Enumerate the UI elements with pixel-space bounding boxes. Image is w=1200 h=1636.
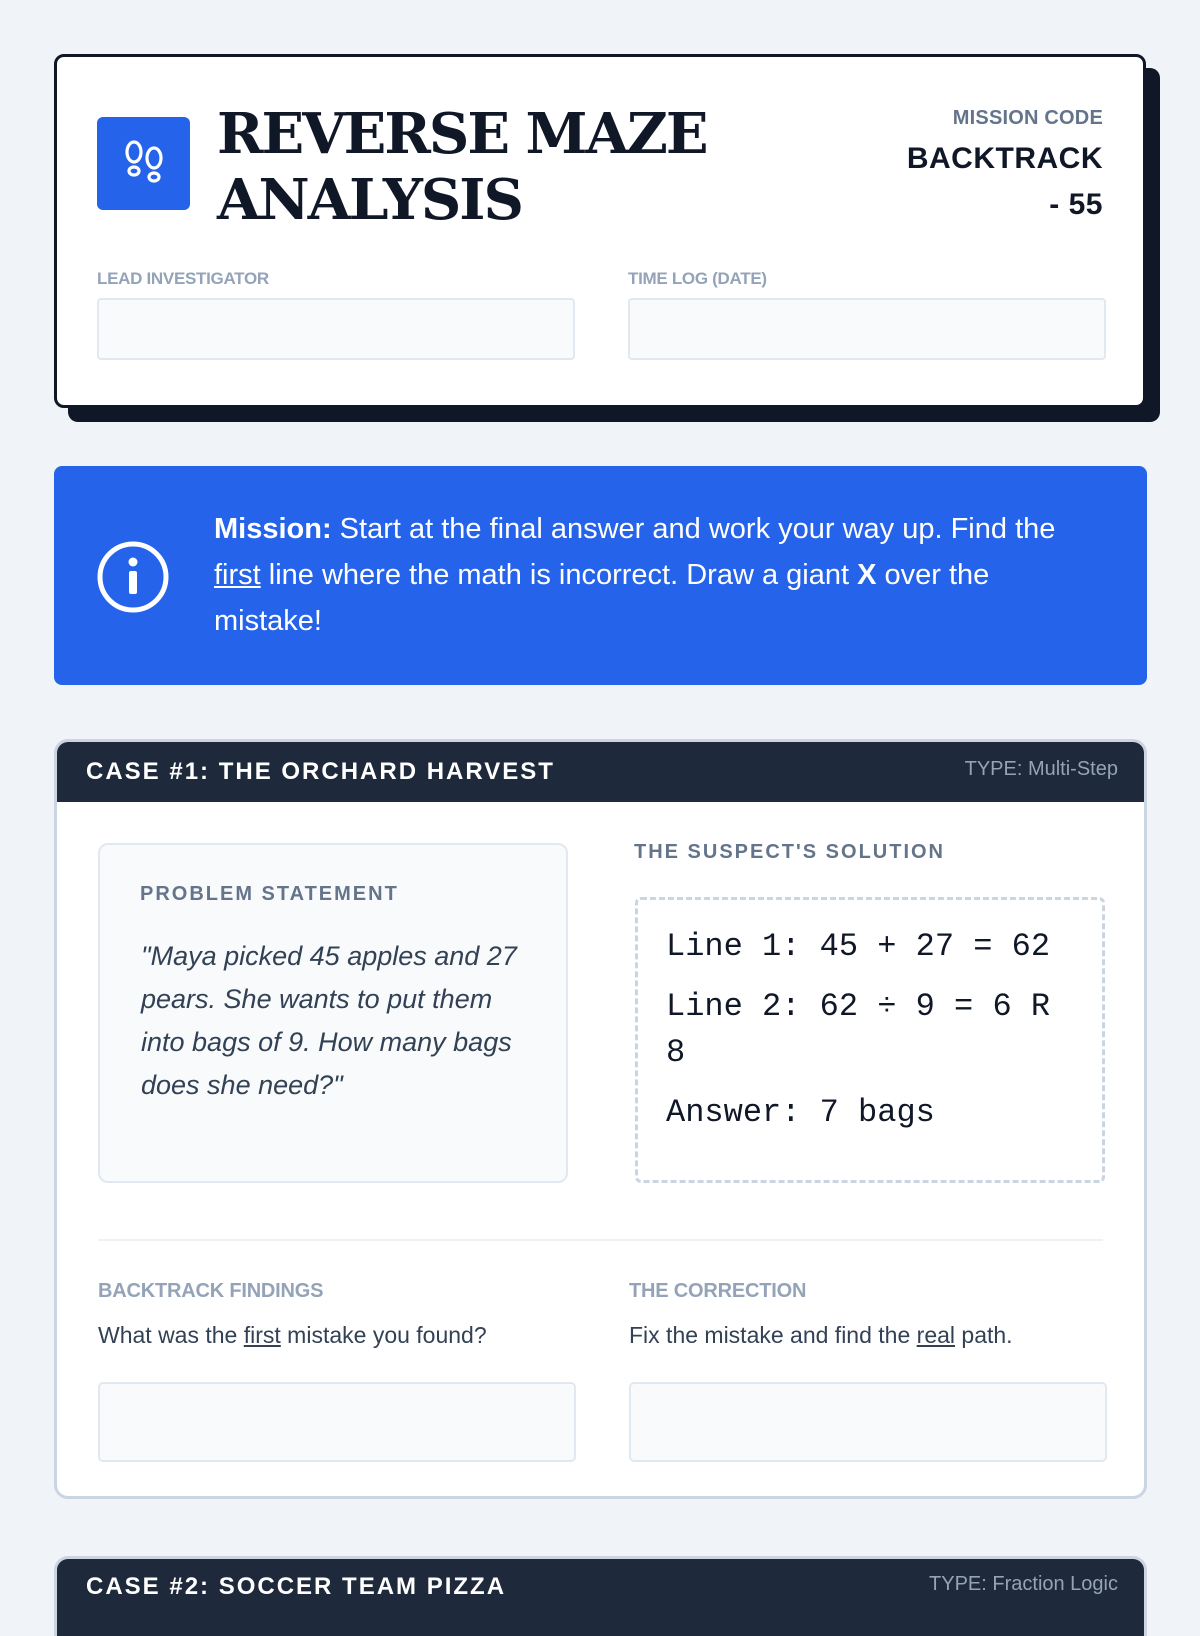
solution-label: THE SUSPECT'S SOLUTION	[634, 841, 946, 863]
correction-prompt-underlined: real	[916, 1322, 956, 1348]
findings-prompt-underlined: first	[243, 1322, 281, 1348]
header-card	[54, 54, 1146, 408]
mission-code	[893, 107, 1103, 228]
findings-prompt-text-end: mistake you found?	[280, 1322, 487, 1348]
mission-banner	[54, 466, 1147, 685]
correction-label: THE CORRECTION	[629, 1280, 807, 1302]
mission-code-value: BACKTRACK - 55	[906, 142, 1103, 221]
problem-statement-text: "Maya picked 45 apples and 27 pears. She wants to put them into bags of 9. How many bags does she need?"	[141, 941, 517, 1100]
case-2-type: TYPE: Fraction Logic	[929, 1573, 1118, 1595]
correction-answer-field[interactable]	[629, 1382, 1107, 1462]
mission-text-1: Start at the final answer and work your way up. Find the	[331, 513, 1056, 545]
time-log-label: TIME LOG (DATE)	[628, 269, 767, 288]
mission-prefix: Mission:	[214, 513, 332, 545]
solution-answer: Answer: 7 bags	[666, 1094, 935, 1131]
time-log-date-field[interactable]	[628, 298, 1106, 360]
correction-prompt-text-end: path.	[955, 1322, 1013, 1348]
case-2-header	[54, 1556, 1147, 1636]
divider	[98, 1239, 1103, 1241]
footprints-icon	[118, 135, 170, 192]
info-icon	[96, 540, 170, 614]
findings-answer-field[interactable]	[98, 1382, 576, 1462]
logo	[97, 117, 190, 210]
page-title: REVERSE MAZE ANALYSIS	[217, 101, 707, 233]
case-header	[57, 742, 1144, 802]
mission-underlined: first	[214, 559, 261, 591]
findings-prompt-text: What was the	[98, 1322, 244, 1348]
correction-prompt-text: Fix the mistake and find the	[629, 1322, 917, 1348]
solution-line-1: Line 1: 45 + 27 = 62	[666, 928, 1051, 965]
worksheet-header	[54, 54, 1146, 408]
case-card	[54, 739, 1147, 1499]
solution-line-2: Line 2: 62 ÷ 9 = 6 R 8	[666, 988, 1051, 1071]
problem-statement-box	[98, 843, 568, 1183]
lead-investigator-field[interactable]	[97, 298, 575, 360]
case-type: TYPE: Multi-Step	[964, 758, 1118, 780]
problem-statement-label: PROBLEM STATEMENT	[140, 883, 399, 905]
mission-text-3: over the mistake!	[214, 559, 990, 637]
mission-instructions	[214, 506, 1094, 644]
suspect-solution-box[interactable]	[635, 897, 1105, 1183]
findings-label: BACKTRACK FINDINGS	[98, 1280, 324, 1302]
correction-prompt	[629, 1322, 1013, 1349]
lead-investigator-label: LEAD INVESTIGATOR	[97, 269, 269, 288]
findings-prompt	[98, 1322, 487, 1349]
case-title: CASE #1: THE ORCHARD HARVEST	[86, 758, 555, 785]
case-2-title: CASE #2: SOCCER TEAM PIZZA	[86, 1573, 507, 1600]
mission-text-2: line where the math is incorrect. Draw a giant	[260, 559, 858, 591]
mission-code-label: MISSION CODE	[952, 107, 1103, 129]
mission-emphasis: X	[857, 559, 877, 591]
